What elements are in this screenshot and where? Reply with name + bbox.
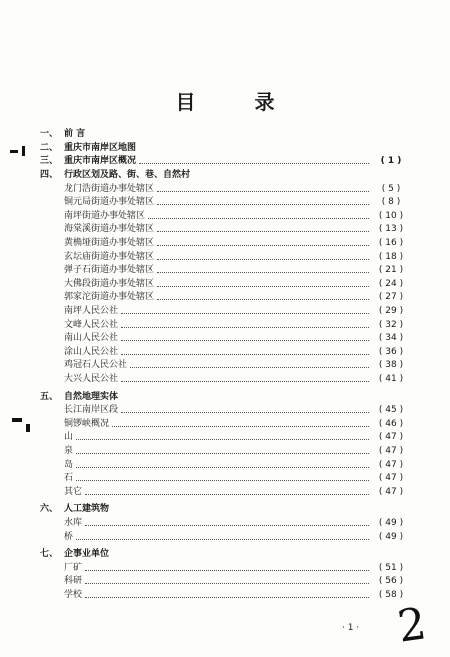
- toc-item: [40, 278, 410, 292]
- item-title: 南坪人民公社: [64, 306, 119, 317]
- item-title: 桥: [64, 531, 74, 542]
- dot-leader: [85, 525, 369, 526]
- toc-item: [40, 530, 410, 544]
- item-page: ( 47 ): [378, 486, 404, 497]
- item-page: ( 47 ): [378, 445, 404, 456]
- section-number: 七、: [40, 549, 59, 560]
- item-title: 厂矿: [64, 562, 83, 573]
- dot-leader: [121, 340, 369, 341]
- dot-leader: [157, 272, 369, 273]
- item-title: 黄桷垭街道办事处辖区: [64, 238, 155, 249]
- item-title: 科研: [64, 576, 83, 587]
- item-page: ( 32 ): [378, 319, 404, 330]
- toc-section: [40, 503, 410, 517]
- item-page: ( 24 ): [378, 278, 404, 289]
- dot-leader: [76, 480, 369, 481]
- page-number: · 1 ·: [342, 623, 360, 633]
- toc-section: [40, 128, 410, 142]
- item-title: 南坪街道办事处辖区: [64, 210, 146, 221]
- item-page: ( 10 ): [378, 210, 404, 221]
- item-title: 鸡冠石人民公社: [64, 360, 128, 371]
- toc-item: [40, 359, 410, 373]
- dot-leader: [76, 539, 369, 540]
- toc-item: [40, 517, 410, 531]
- item-page: ( 5 ): [381, 183, 401, 194]
- item-page: ( 46 ): [378, 418, 404, 429]
- dot-leader: [139, 163, 369, 164]
- item-title: 弹子石街道办事处辖区: [64, 265, 155, 276]
- dot-leader: [76, 467, 369, 468]
- dot-leader: [85, 583, 369, 584]
- item-page: ( 29 ): [378, 306, 404, 317]
- section-title: 重庆市南岸区地图: [64, 142, 137, 153]
- dot-leader: [85, 494, 369, 495]
- item-page: ( 27 ): [378, 292, 404, 303]
- toc-item: [40, 182, 410, 196]
- item-page: ( 51 ): [378, 562, 404, 573]
- toc-item: [40, 237, 410, 251]
- scan-mark-mid: [12, 418, 22, 422]
- dot-leader: [121, 313, 369, 314]
- item-page: ( 49 ): [378, 531, 404, 542]
- item-page: ( 49 ): [378, 517, 404, 528]
- item-title: 大兴人民公社: [64, 373, 119, 384]
- toc-item: [40, 332, 410, 346]
- section-title: 人工建筑物: [64, 504, 110, 515]
- item-page: ( 47 ): [378, 459, 404, 470]
- toc-item: [40, 346, 410, 360]
- section-number: 三、: [40, 156, 59, 167]
- toc-section: [40, 169, 410, 183]
- page-title: 目 录: [175, 90, 301, 114]
- dot-leader: [157, 245, 369, 246]
- item-page: ( 45 ): [378, 405, 404, 416]
- dot-leader: [157, 204, 369, 205]
- toc-item: [40, 445, 410, 459]
- section-title: 自然地理实体: [64, 391, 119, 402]
- table-of-contents: [40, 128, 410, 602]
- scan-mark-top: [10, 150, 18, 153]
- item-title: 大佛段街道办事处辖区: [64, 278, 155, 289]
- dot-leader: [157, 286, 369, 287]
- item-title: 长江南岸区段: [64, 405, 119, 416]
- item-title: 泉: [64, 445, 74, 456]
- scan-mark-top-2: [22, 146, 25, 156]
- dot-leader: [121, 381, 369, 382]
- item-title: 海棠溪街道办事处辖区: [64, 224, 155, 235]
- toc-item: [40, 318, 410, 332]
- section-title: 行政区划及路、街、巷、自然村: [64, 170, 191, 181]
- item-title: 文峰人民公社: [64, 319, 119, 330]
- toc-item: [40, 404, 410, 418]
- section-title: 前 言: [64, 129, 86, 140]
- item-title: 岛: [64, 459, 74, 470]
- item-title: 山: [64, 432, 74, 443]
- section-page: ( 1 ): [380, 156, 402, 167]
- item-title: 石: [64, 473, 74, 484]
- item-title: 水库: [64, 517, 83, 528]
- toc-item: [40, 417, 410, 431]
- scan-mark-mid-2: [26, 424, 30, 432]
- section-number: 一、: [40, 129, 59, 140]
- item-page: ( 47 ): [378, 432, 404, 443]
- item-page: ( 56 ): [378, 576, 404, 587]
- dot-leader: [85, 570, 369, 571]
- toc-item: [40, 196, 410, 210]
- item-page: ( 8 ): [381, 197, 401, 208]
- toc-item: [40, 589, 410, 603]
- section-title: 重庆市南岸区概况: [64, 156, 137, 167]
- dot-leader: [121, 354, 369, 355]
- dot-leader: [130, 367, 369, 368]
- item-page: ( 21 ): [378, 265, 404, 276]
- item-title: 铜元局街道办事处辖区: [64, 197, 155, 208]
- dot-leader: [148, 218, 369, 219]
- section-number: 六、: [40, 504, 59, 515]
- item-title: 涂山人民公社: [64, 346, 119, 357]
- toc-section: [40, 142, 410, 156]
- item-page: ( 18 ): [378, 251, 404, 262]
- item-title: 郭家沱街道办事处辖区: [64, 292, 155, 303]
- toc-item: [40, 458, 410, 472]
- toc-item: [40, 250, 410, 264]
- item-page: ( 38 ): [378, 360, 404, 371]
- dot-leader: [157, 191, 369, 192]
- item-page: ( 16 ): [378, 238, 404, 249]
- dot-leader: [121, 327, 369, 328]
- item-title: 龙门浩街道办事处辖区: [64, 183, 155, 194]
- toc-item: [40, 561, 410, 575]
- toc-item: [40, 575, 410, 589]
- toc-item: [40, 264, 410, 278]
- toc-item: [40, 210, 410, 224]
- dot-leader: [157, 259, 369, 260]
- toc-item: [40, 431, 410, 445]
- section-title: 企事业单位: [64, 549, 110, 560]
- toc-section: [40, 155, 410, 169]
- toc-item: [40, 472, 410, 486]
- toc-section: [40, 548, 410, 562]
- dot-leader: [76, 439, 369, 440]
- toc-item: [40, 291, 410, 305]
- item-page: ( 47 ): [378, 473, 404, 484]
- toc-item: [40, 305, 410, 319]
- section-number: 四、: [40, 170, 59, 181]
- item-title: 玄坛庙街道办事处辖区: [64, 251, 155, 262]
- item-page: ( 34 ): [378, 333, 404, 344]
- toc-item: [40, 485, 410, 499]
- dot-leader: [121, 412, 369, 413]
- dot-leader: [85, 597, 369, 598]
- dot-leader: [157, 299, 369, 300]
- handwritten-number: 2: [394, 598, 430, 653]
- item-title: 铜锣峡概况: [64, 418, 110, 429]
- item-page: ( 41 ): [378, 373, 404, 384]
- item-page: ( 58 ): [378, 589, 404, 600]
- item-title: 其它: [64, 486, 83, 497]
- item-title: 南山人民公社: [64, 333, 119, 344]
- section-number: 五、: [40, 391, 59, 402]
- dot-leader: [76, 453, 369, 454]
- item-page: ( 13 ): [378, 224, 404, 235]
- dot-leader: [112, 426, 369, 427]
- dot-leader: [157, 231, 369, 232]
- item-page: ( 36 ): [378, 346, 404, 357]
- toc-section: [40, 390, 410, 404]
- toc-item: [40, 373, 410, 387]
- section-number: 二、: [40, 142, 59, 153]
- toc-item: [40, 223, 410, 237]
- item-title: 学校: [64, 589, 83, 600]
